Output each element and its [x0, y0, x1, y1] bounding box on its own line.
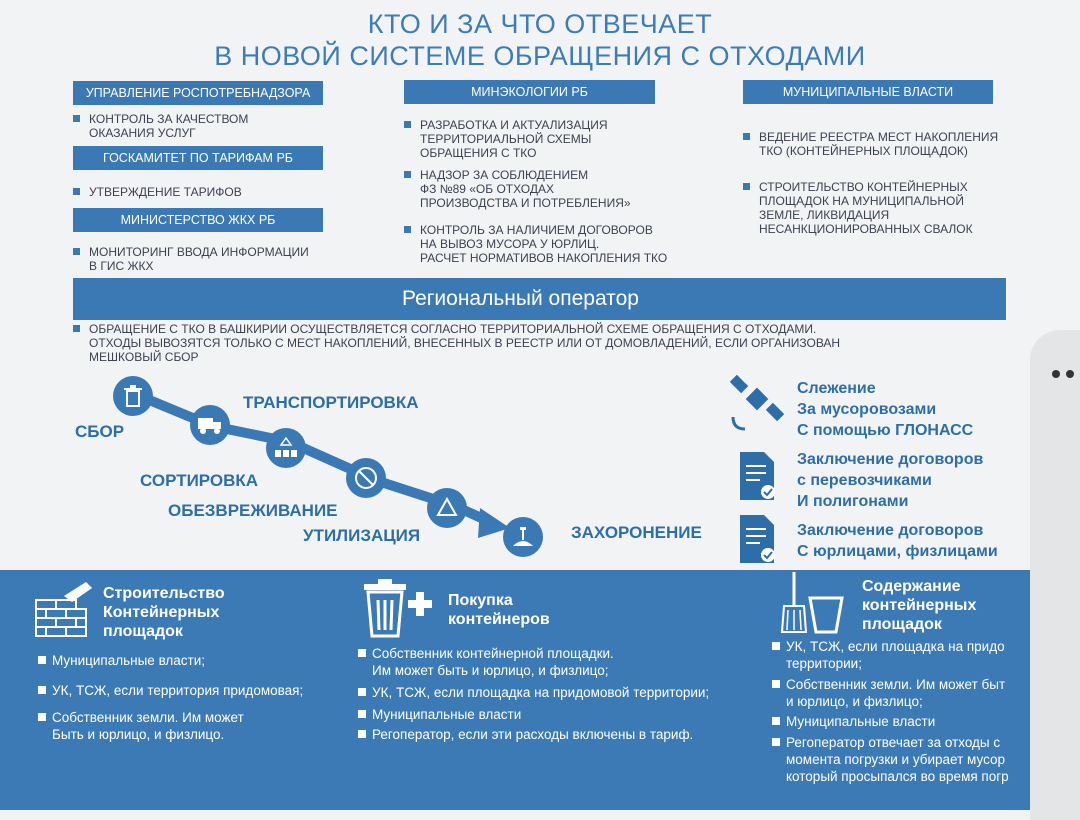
- header-rospotrebnadzor: УПРАВЛЕНИЕ РОСПОТРЕБНАДЗОРА: [73, 81, 323, 105]
- bullet-fz89-supervision: НАДЗОР ЗА СОБЛЮДЕНИЕМ ФЗ №89 «ОБ ОТХОДАХ ПРОИЗВОДСТВА И ПОТРЕБЛЕНИЯ»: [404, 168, 720, 210]
- col3-item-4: Регоператор отвечает за отходы с момента погрузки и убирает мусор который просыпался во время погр: [770, 734, 1046, 785]
- duty-carrier-contracts: Заключение договоров с перевозчиками И полигонами: [797, 451, 984, 510]
- bullet-tariffs: УТВЕРЖДЕНИЕ ТАРИФОВ: [73, 185, 339, 199]
- col3-item-3: Муниципальные власти: [770, 713, 1046, 730]
- col3-item-2: Собственник земли. Им может быт и юрлицо, и физлицо;: [770, 676, 1046, 710]
- title-line-2: В НОВОЙ СИСТЕМЕ ОБРАЩЕНИЯ С ОТХОДАМИ: [214, 41, 866, 71]
- col1-item-1: Муниципальные власти;: [36, 652, 205, 669]
- recycle-icon: [427, 488, 467, 528]
- step-transportation: ТРАНСПОРТИРОВКА: [243, 393, 419, 412]
- step-utilization: УТИЛИЗАЦИЯ: [303, 526, 421, 545]
- col3-title: Содержание контейнерных площадок: [862, 578, 977, 633]
- title-line-1: КТО И ЗА ЧТО ОТВЕЧАЕТ: [367, 9, 713, 39]
- device-edge: [1030, 330, 1080, 820]
- col2-item-2: УК, ТСЖ, если площадка на придомовой территории;: [356, 684, 709, 701]
- brick-trowel-icon: [34, 578, 98, 645]
- document-check-icon-2: [738, 513, 778, 570]
- col1-title: Строительство Контейнерных площадок: [103, 585, 225, 640]
- neutralization-icon: [346, 458, 386, 498]
- step-burial: ЗАХОРОНЕНИЕ: [571, 523, 702, 542]
- col2-item-3: Муниципальные власти: [356, 706, 521, 723]
- bullet-contracts-control: КОНТРОЛЬ ЗА НАЛИЧИЕМ ДОГОВОРОВ НА ВЫВОЗ МУСОРА У ЮРЛИЦ. РАСЧЕТ НОРМАТИВОВ НАКОПЛЕНИЯ ТКО: [404, 223, 720, 265]
- operator-description: ОБРАЩЕНИЕ С ТКО В БАШКИРИИ ОСУЩЕСТВЛЯЕТСЯ СОГЛАСНО ТЕРРИТОРИАЛЬНОЙ СХЕМЕ ОБРАЩЕНИЯ С ОТХОДАМИ. ОТХОДЫ ВЫВОЗЯТСЯ ТОЛЬКО С МЕСТ НАКОПЛЕНИЙ, ВНЕСЕННЫХ В РЕЕСТР ИЛИ ОТ ДОМОВЛАДЕНИЙ, ЕСЛИ ОРГАНИЗОВАН МЕШКОВЫЙ СБОР: [73, 322, 1029, 364]
- step-sorting: СОРТИРОВКА: [140, 471, 259, 490]
- col2-item-1: Собственник контейнерной площадки. Им может быть и юрлицо, и физлицо;: [356, 645, 614, 679]
- landfill-shovel-icon: [503, 517, 543, 557]
- container-plus-icon: [360, 578, 440, 643]
- broom-bucket-icon: [778, 570, 848, 641]
- bullet-quality-control: КОНТРОЛЬ ЗА КАЧЕСТВОМ ОКАЗАНИЯ УСЛУГ: [73, 112, 339, 140]
- step-neutralization: ОБЕЗВРЕЖИВАНИЕ: [168, 501, 338, 520]
- document-check-icon: [738, 450, 778, 507]
- satellite-icon: [727, 373, 787, 438]
- bullet-construction: СТРОИТЕЛЬСТВО КОНТЕЙНЕРНЫХ ПЛОЩАДОК НА МУНИЦИПАЛЬНОЙ ЗЕМЛЕ, ЛИКВИДАЦИЯ НЕСАНКЦИОНИРОВАННЫХ СВАЛОК: [743, 180, 1039, 236]
- trash-bin-icon: [113, 376, 153, 416]
- col3-item-1: УК, ТСЖ, если площадка на придо территории;: [770, 638, 1046, 672]
- bullet-registry: ВЕДЕНИЕ РЕЕСТРА МЕСТ НАКОПЛЕНИЯ ТКО (КОНТЕЙНЕРНЫХ ПЛОЩАДОК): [743, 130, 1039, 158]
- bullet-gis-monitoring: МОНИТОРИНГ ВВОДА ИНФОРМАЦИИ В ГИС ЖКХ: [73, 245, 339, 273]
- header-minzhkh: МИНИСТЕРСТВО ЖКХ РБ: [73, 208, 323, 232]
- step-collection: СБОР: [75, 422, 125, 441]
- duty-client-contracts: Заключение договоров С юрлицами, физлицами: [797, 522, 998, 560]
- header-municipal: МУНИЦИПАЛЬНЫЕ ВЛАСТИ: [743, 80, 993, 104]
- duty-glonass-tracking: Слежение За мусоровозами С помощью ГЛОНАСС: [797, 380, 974, 439]
- col1-item-3: Собственник земли. Им может Быть и юрлицо, и физлицо.: [36, 709, 244, 743]
- col1-item-2: УК, ТСЖ, если территория придомовая;: [36, 682, 303, 699]
- header-minecology: МИНЭКОЛОГИИ РБ: [404, 80, 655, 104]
- col2-title: Покупка контейнеров: [448, 592, 550, 628]
- truck-icon: [190, 405, 230, 445]
- sorting-icon: [266, 428, 306, 468]
- regional-operator-banner: Региональный оператор: [73, 278, 1006, 320]
- page-title: [0, 8, 1080, 72]
- header-goskomitet: ГОСКАМИТЕТ ПО ТАРИФАМ РБ: [73, 146, 323, 170]
- bullet-territorial-scheme: РАЗРАБОТКА И АКТУАЛИЗАЦИЯ ТЕРРИТОРИАЛЬНОЙ СХЕМЫ ОБРАЩЕНИЯ С ТКО: [404, 118, 720, 160]
- col2-item-4: Регоператор, если эти расходы включены в тариф.: [356, 726, 693, 743]
